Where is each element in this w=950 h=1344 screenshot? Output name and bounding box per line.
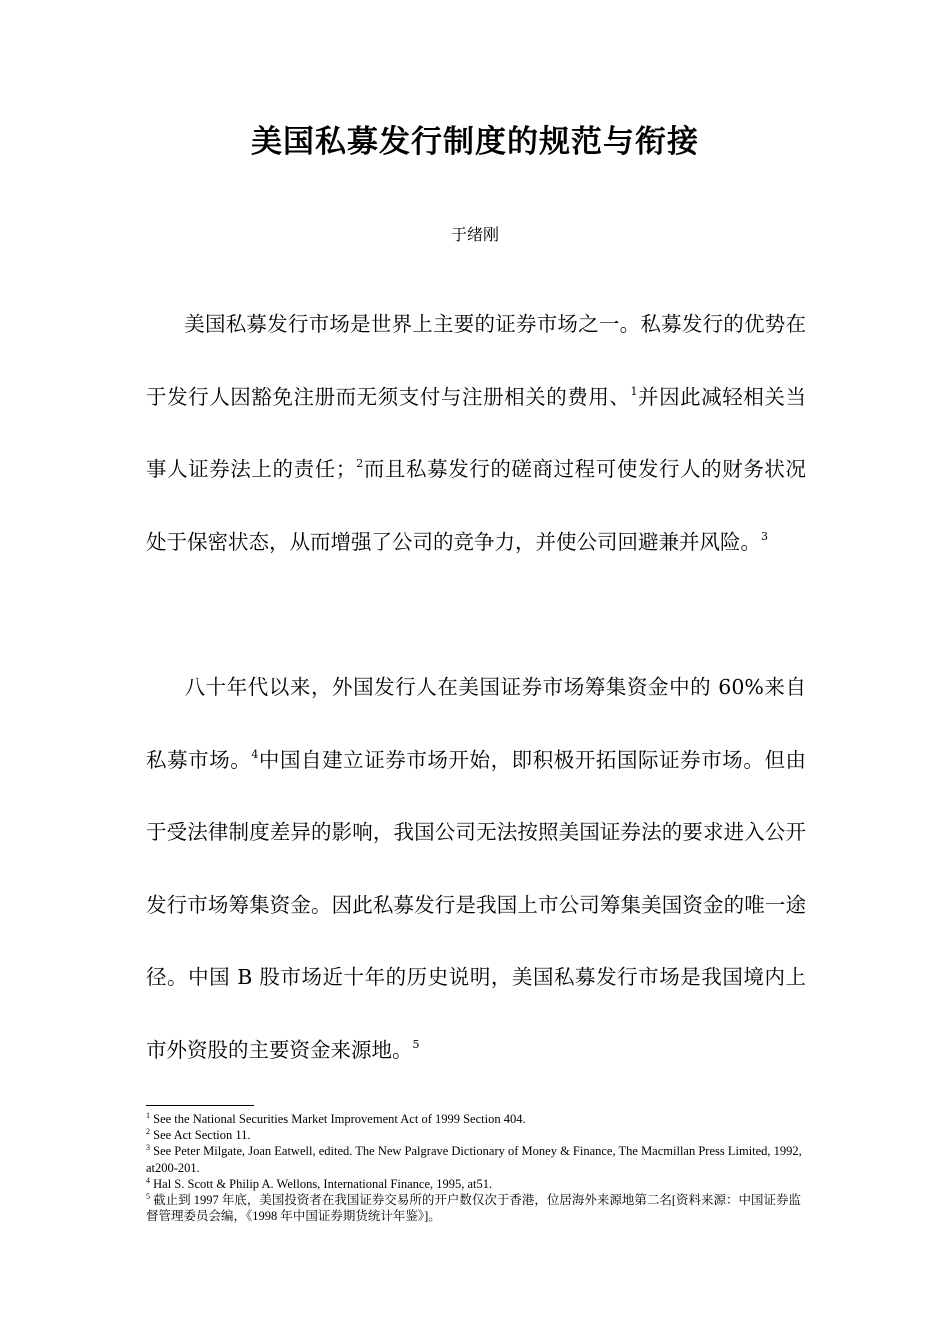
footnotes-section xyxy=(146,1111,806,1224)
footnote-reference[interactable]: 4 xyxy=(251,747,259,761)
paragraph-text: 八十年代以来，外国发行人在美国证券市场筹集资金中的 60%来自私募市场。 xyxy=(146,675,806,772)
footnote-text: See the National Securities Market Improvement Act of 1999 Section 404. xyxy=(150,1112,526,1126)
footnote xyxy=(146,1127,806,1143)
footnote-reference[interactable]: 2 xyxy=(356,457,364,471)
footnote-mark: 3 xyxy=(146,1143,150,1153)
paragraph-text: 并因此减轻相关当事人证券法上的责任； xyxy=(146,384,807,482)
document-title: 美国私募发行制度的规范与衔接 xyxy=(251,124,699,160)
footnote-separator xyxy=(146,1105,254,1106)
footnote-text: See Peter Milgate, Joan Eatwell, edited. The New Palgrave Dictionary of Money & Finance, The Macmillan Press Limited, 1992, at200-201. xyxy=(146,1144,802,1175)
footnote-text: Hal S. Scott & Philip A. Wellons, International Finance, 1995, at51. xyxy=(150,1176,493,1191)
footnote-mark: 2 xyxy=(146,1127,150,1137)
footnote xyxy=(146,1176,806,1192)
footnote xyxy=(146,1192,806,1224)
footnote-mark: 5 xyxy=(146,1192,150,1202)
footnote-text: 截止到 1997 年底，美国投资者在我国证券交易所的开户数仅次于香港，位居海外来源地第二名[资料来源：中国证券监督管理委员会编，《1998 年中国证券期货统计年鉴》]。 xyxy=(146,1193,802,1224)
footnote xyxy=(146,1143,806,1175)
footnote-mark: 1 xyxy=(146,1111,150,1120)
body-paragraph xyxy=(146,288,806,578)
footnote-mark: 4 xyxy=(146,1175,150,1185)
footnote-reference[interactable]: 5 xyxy=(412,1037,420,1051)
paragraph-text: 美国私募发行市场是世界上主要的证券市场之一。私募发行的优势在于发行人因豁免注册而无须支付与注册相关的费用、 xyxy=(146,312,806,409)
footnote xyxy=(146,1111,806,1127)
body-paragraph xyxy=(146,651,806,1087)
footnote-text: See Act Section 11. xyxy=(150,1128,251,1143)
author-name: 于绪刚 xyxy=(450,225,499,244)
footnote-reference[interactable]: 3 xyxy=(761,529,768,543)
paragraph-text: 中国自建立证券市场开始，即积极开拓国际证券市场。但由于受法律制度差异的影响，我国公司无法按照美国证券法的要求进入公开发行市场筹集资金。因此私募发行是我国上市公司筹集美国资金的唯一途径。中国 B 股市场近十年的历史说明，美国私募发行市场是我国境内上市外资股的主要资金来源地。 xyxy=(146,747,807,1062)
paragraph-text: 而且私募发行的磋商过程可使发行人的财务状况处于保密状态，从而增强了公司的竞争力，并使公司回避兼并风险。 xyxy=(146,457,806,554)
footnote-reference[interactable]: 1 xyxy=(630,384,638,398)
